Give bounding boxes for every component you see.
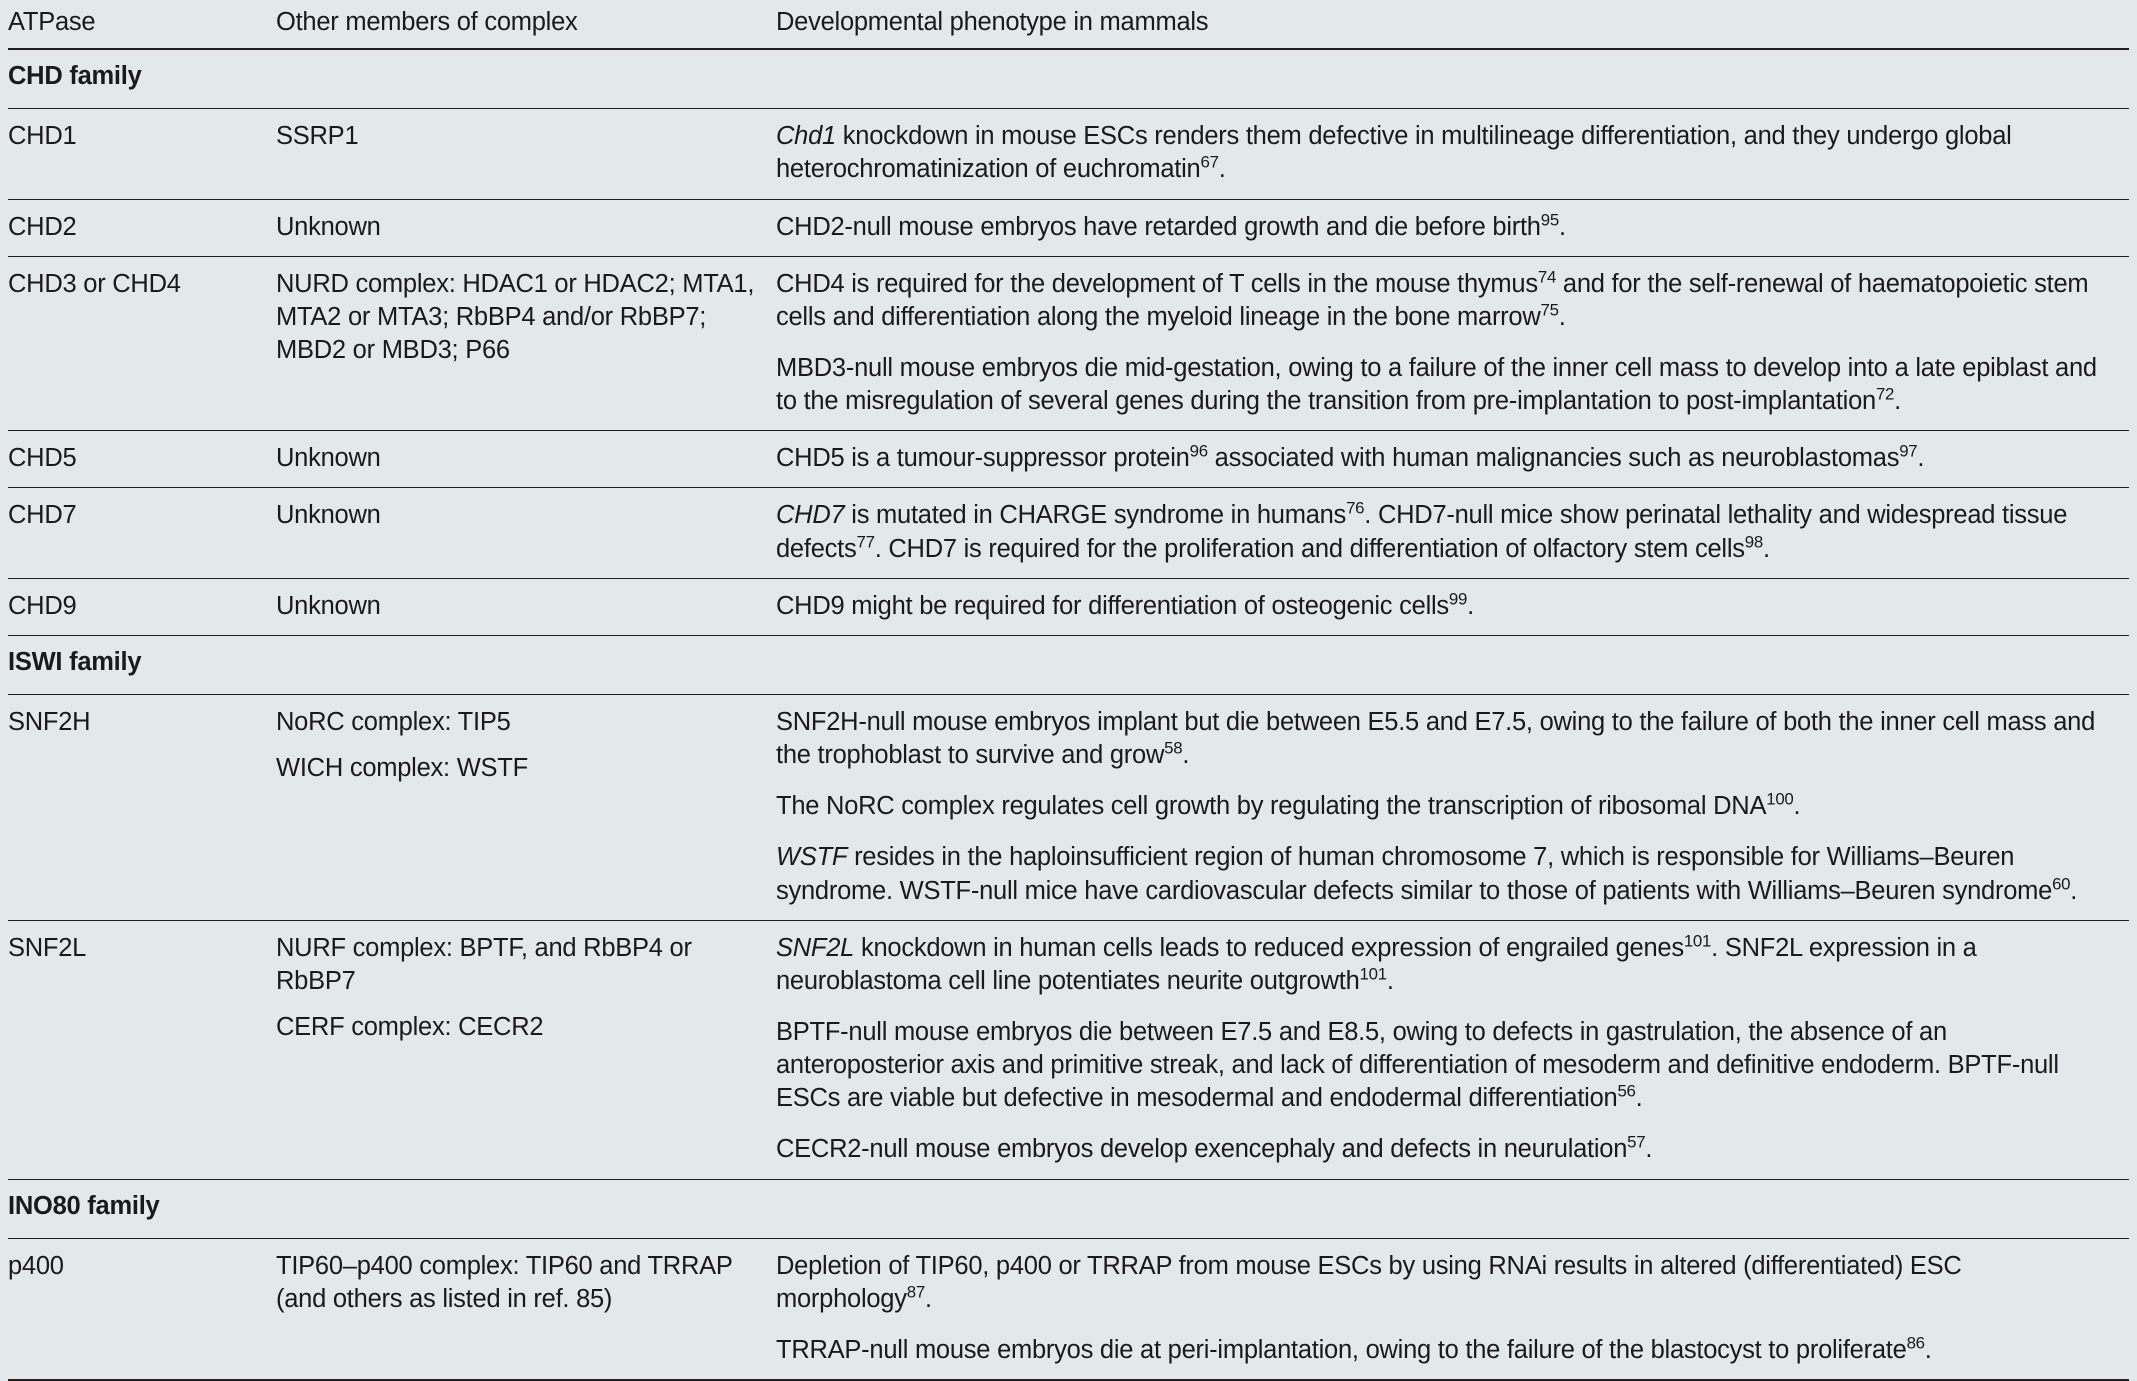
member-entry: SSRP1 <box>276 122 359 151</box>
table-row <box>8 431 2129 488</box>
cell-atpase: SNF2L <box>8 920 276 1179</box>
phenotype-paragraph: CHD5 is a tumour-suppressor protein$^{96}$ associated with human malignancies such as neuroblastomas$^{97}$. <box>776 441 1925 473</box>
phenotype-paragraph: The NoRC complex regulates cell growth by regulating the transcription of ribosomal DNA$^{100}$. <box>776 789 1801 821</box>
phenotype-paragraph: SNF2L knockdown in human cells leads to reduced expression of engrailed genes$^{101}$. SNF2L expression in a neuroblastoma cell line potentiates neurite outgrowth$^{101}$. <box>776 931 1977 995</box>
family-header-row <box>8 1179 2129 1238</box>
family-label-iswi: ISWI family <box>8 635 2129 694</box>
member-entry: Unknown <box>276 212 381 241</box>
member-entry: WICH complex: WSTF <box>276 754 528 783</box>
table-row <box>8 1238 2129 1380</box>
cell-atpase: CHD1 <box>8 109 276 199</box>
table-body <box>8 49 2129 1380</box>
phenotype-paragraph: WSTF resides in the haploinsufficient region of human chromosome 7, which is responsible for Williams–Beuren syndrome. WSTF-null mice have cardiovascular defects similar to those of patients with Williams–Beuren syndrome$^{60}$. <box>776 843 2078 905</box>
phenotype-paragraph: CHD4 is required for the development of T cells in the mouse thymus$^{74}$ and for the self-renewal of haematopoietic stem cells and differentiation along the myeloid lineage in the bone marrow$^{75}$. <box>776 267 2089 331</box>
cell-members <box>276 488 776 578</box>
phenotype-paragraph: Chd1 knockdown in mouse ESCs renders them defective in multilineage differentiation, and they undergo global heterochromatinization of euchromatin$^{67}$. <box>776 122 2012 184</box>
family-label-ino80: INO80 family <box>8 1179 2129 1238</box>
phenotype-paragraph: TRRAP-null mouse embryos die at peri-implantation, owing to the failure of the blastocyst to proliferate$^{86}$. <box>776 1333 1932 1364</box>
cell-atpase: SNF2H <box>8 694 276 920</box>
cell-members <box>276 920 776 1179</box>
table-row <box>8 256 2129 431</box>
member-entry: Unknown <box>276 501 381 530</box>
cell-phenotype <box>776 1238 2129 1380</box>
member-entry: CERF complex: CECR2 <box>276 1012 544 1041</box>
member-entry: NoRC complex: TIP5 <box>276 707 511 736</box>
cell-members <box>276 256 776 431</box>
phenotype-paragraph: CHD2-null mouse embryos have retarded growth and die before birth$^{95}$. <box>776 210 1566 241</box>
column-header-phenotype: Developmental phenotype in mammals <box>776 0 2129 49</box>
member-entry: TIP60–p400 complex: TIP60 and TRRAP (and others as listed in ref. 85) <box>276 1251 733 1313</box>
table-row <box>8 109 2129 199</box>
cell-atpase: CHD2 <box>8 199 276 256</box>
cell-phenotype <box>776 488 2129 578</box>
phenotype-paragraph: CECR2-null mouse embryos develop exencephaly and defects in neurulation$^{57}$. <box>776 1132 1653 1164</box>
member-entry: NURF complex: BPTF, and RbBP4 or RbBP7 <box>276 933 692 995</box>
cell-members <box>276 431 776 488</box>
phenotype-paragraph: MBD3-null mouse embryos die mid-gestation, owing to a failure of the inner cell mass to develop into a late epiblast and to the misregulation of several genes during the transition from pre-implantation to post-implantation$^{72}$. <box>776 353 2097 416</box>
member-entry: Unknown <box>276 591 381 620</box>
phenotype-paragraph: CHD7 is mutated in CHARGE syndrome in humans$^{76}$. CHD7-null mice show perinatal lethality and widespread tissue defects$^{77}$. CHD7 is required for the proliferation and differentiation of olfactory stem cells$^{98}$. <box>776 498 2068 563</box>
family-header-row <box>8 635 2129 694</box>
cell-members <box>276 199 776 256</box>
cell-atpase: CHD7 <box>8 488 276 578</box>
table-row <box>8 578 2129 635</box>
chromatin-remodeller-table <box>8 0 2129 1381</box>
column-header-atpase: ATPase <box>8 0 276 49</box>
cell-phenotype <box>776 256 2129 431</box>
cell-phenotype <box>776 578 2129 635</box>
phenotype-paragraph: Depletion of TIP60, p400 or TRRAP from mouse ESCs by using RNAi results in altered (differentiated) ESC morphology$^{87}$. <box>776 1251 1962 1313</box>
phenotype-paragraph: CHD9 might be required for differentiation of osteogenic cells$^{99}$. <box>776 589 1474 620</box>
phenotype-paragraph: BPTF-null mouse embryos die between E7.5 and E8.5, owing to defects in gastrulation, the absence of an anteroposterior axis and primitive streak, and lack of differentiation of mesoderm and definitive endoderm. BPTF-null ESCs are viable but defective in mesodermal and endodermal differentiation$^{56}$. <box>776 1017 2059 1113</box>
table-row <box>8 920 2129 1179</box>
phenotype-paragraph: SNF2H-null mouse embryos implant but die between E5.5 and E7.5, owing to the failure of both the inner cell mass and the trophoblast to survive and grow$^{58}$. <box>776 707 2096 770</box>
member-entry: NURD complex: HDAC1 or HDAC2; MTA1, MTA2 or MTA3; RbBP4 and/or RbBP7; MBD2 or MBD3; P66 <box>276 269 755 364</box>
header-row <box>8 0 2129 49</box>
table-row <box>8 199 2129 256</box>
table-row <box>8 488 2129 578</box>
member-entry: Unknown <box>276 444 381 473</box>
cell-atpase: CHD3 or CHD4 <box>8 256 276 431</box>
cell-phenotype <box>776 920 2129 1179</box>
family-header-row <box>8 49 2129 109</box>
family-label-chd: CHD family <box>8 49 2129 109</box>
cell-phenotype <box>776 431 2129 488</box>
cell-members <box>276 694 776 920</box>
cell-members <box>276 109 776 199</box>
cell-members <box>276 578 776 635</box>
cell-atpase: CHD9 <box>8 578 276 635</box>
cell-members <box>276 1238 776 1380</box>
cell-phenotype <box>776 199 2129 256</box>
cell-atpase: CHD5 <box>8 431 276 488</box>
cell-phenotype <box>776 109 2129 199</box>
column-header-other-members: Other members of complex <box>276 0 776 49</box>
cell-atpase: p400 <box>8 1238 276 1380</box>
cell-phenotype <box>776 694 2129 920</box>
table-row <box>8 694 2129 920</box>
table-header <box>8 0 2129 49</box>
